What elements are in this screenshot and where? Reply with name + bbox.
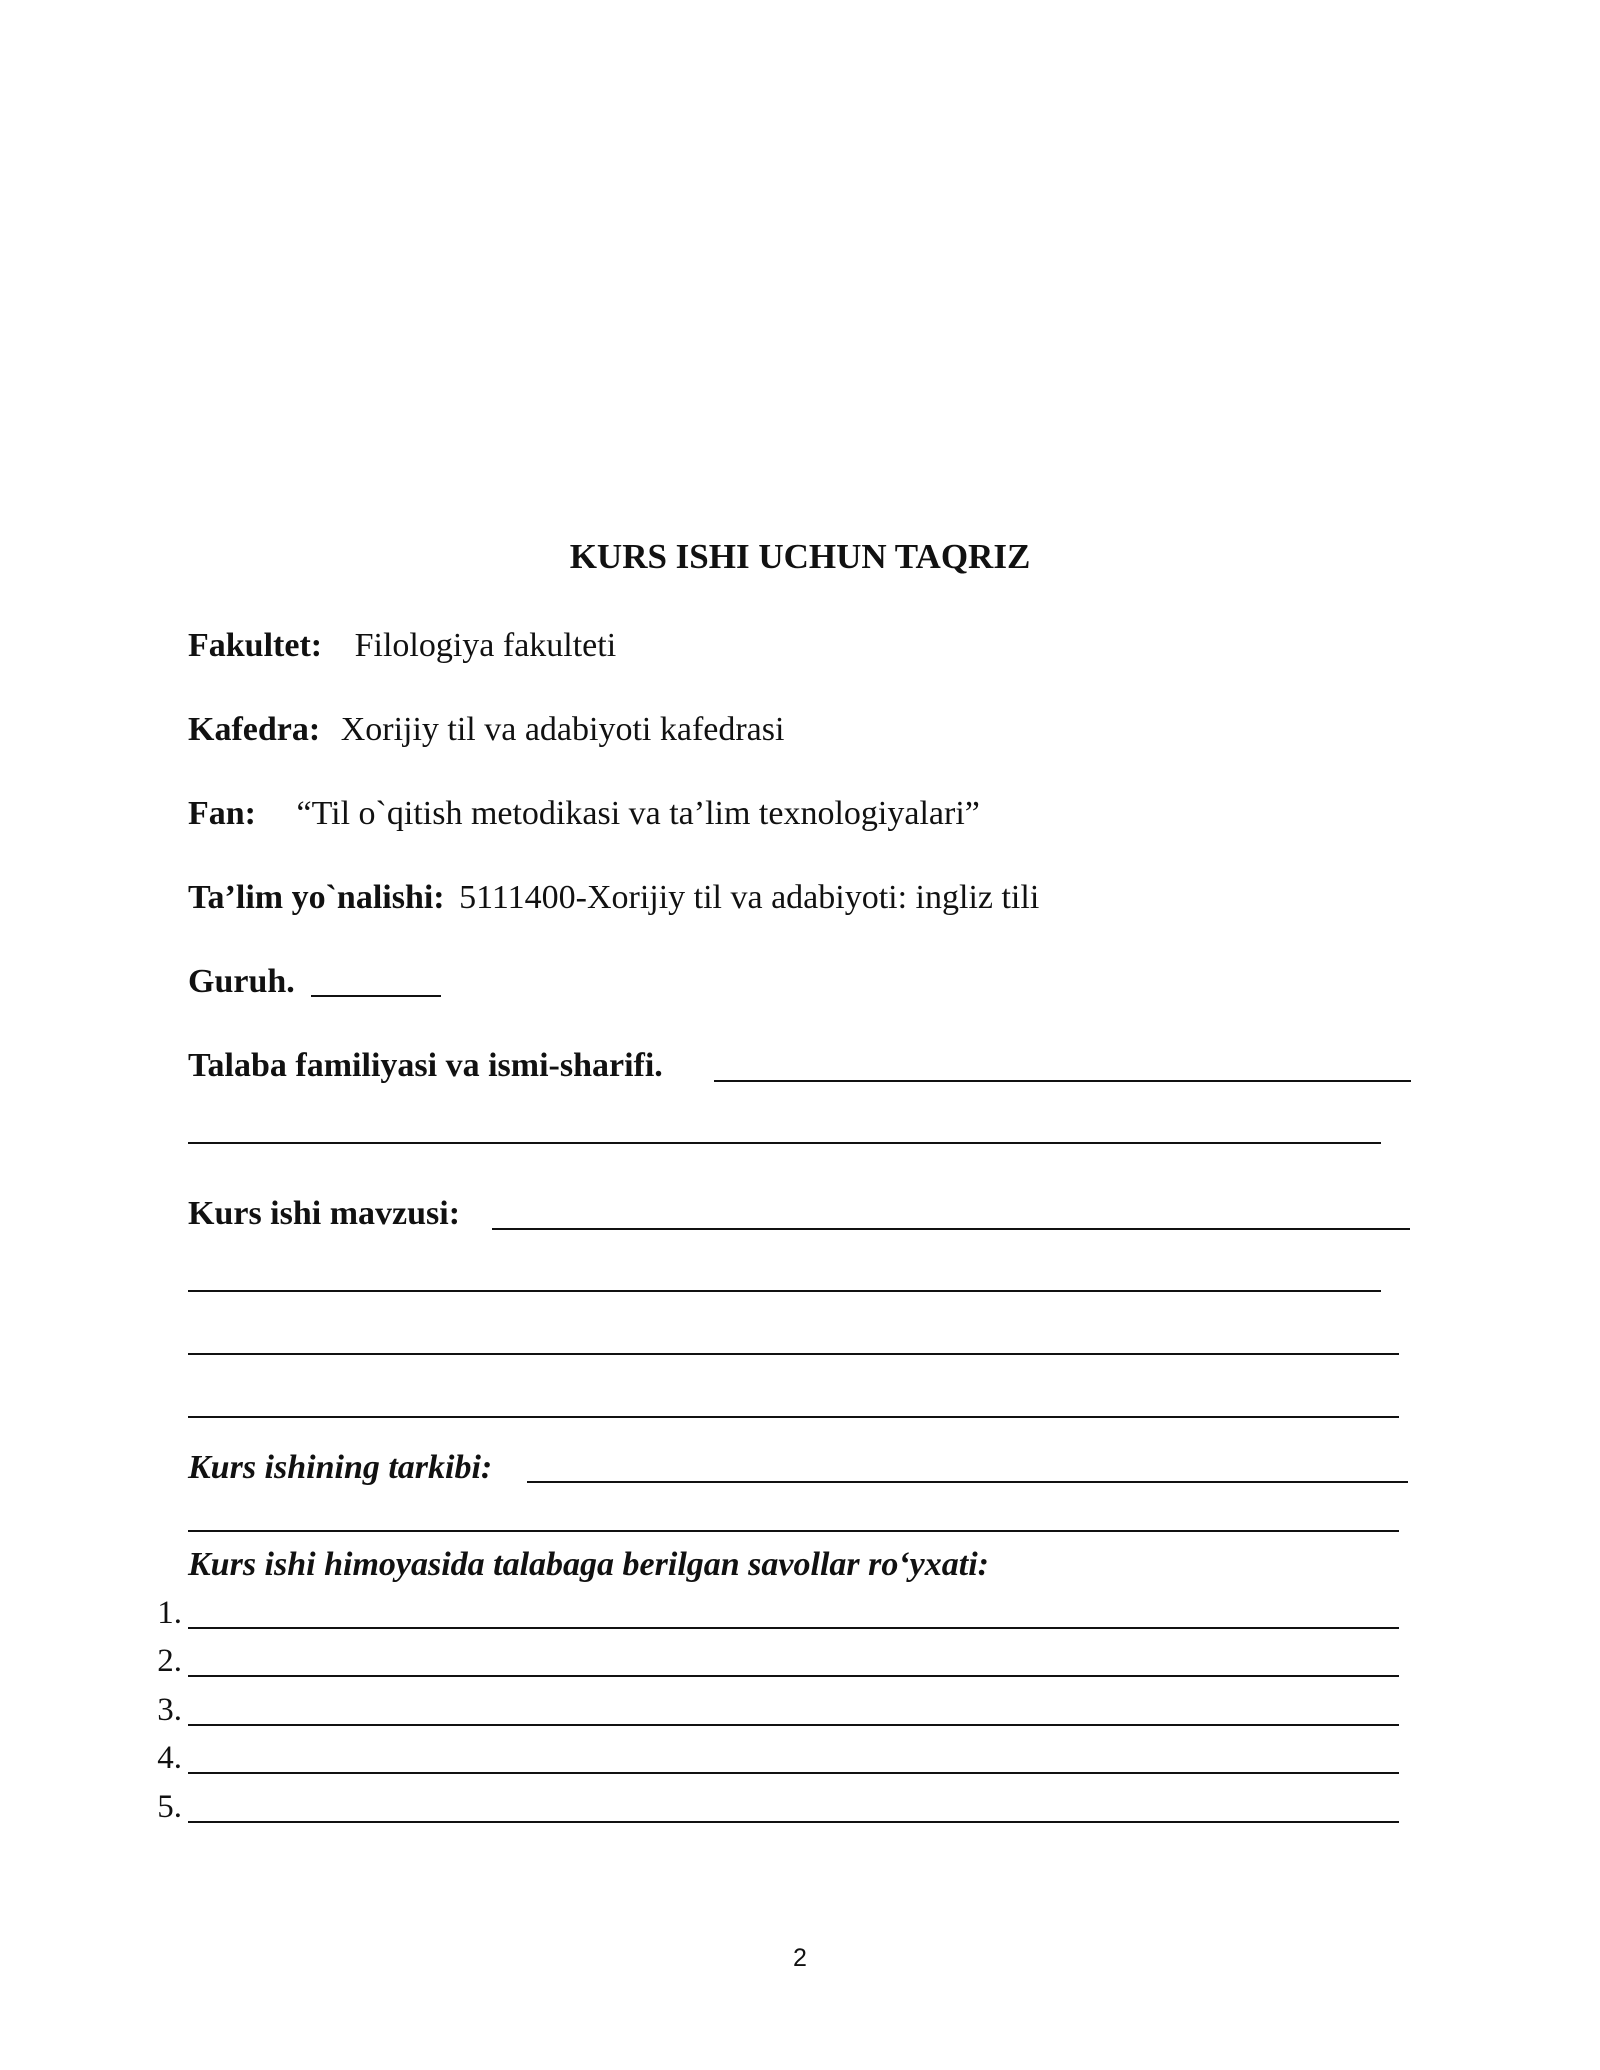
document-title: KURS ISHI UCHUN TAQRIZ [569, 537, 1031, 576]
question-number-2: 2. [157, 1643, 182, 1679]
question-number-4: 4. [157, 1740, 182, 1776]
tarkibi-label: Kurs ishining tarkibi: [188, 1449, 493, 1486]
question-number-5: 5. [157, 1789, 182, 1825]
kafedra-row [188, 710, 1408, 750]
talim-row [188, 878, 1408, 918]
talim-label: Ta’lim yo`nalishi: [188, 879, 445, 916]
talaba-label: Talaba familiyasi va ismi-sharifi. [188, 1047, 663, 1084]
question-3-blank-line[interactable] [188, 1724, 1399, 1726]
guruh-blank-line[interactable] [311, 995, 441, 997]
fan-row [188, 794, 1408, 834]
tarkibi-blank-line[interactable] [527, 1481, 1408, 1483]
questions-heading-row [188, 1545, 1408, 1585]
page-number: 2 [793, 1944, 807, 1972]
fan-label: Fan: [188, 795, 256, 832]
mavzu-label: Kurs ishi mavzusi: [188, 1195, 461, 1232]
tarkibi-blank-line-2[interactable] [188, 1530, 1399, 1532]
fakultet-label: Fakultet: [188, 627, 323, 664]
mavzu-blank-line-4[interactable] [188, 1416, 1399, 1418]
talim-value: 5111400-Xorijiy til va adabiyoti: ingliz tili [459, 879, 1040, 916]
question-1-blank-line[interactable] [188, 1627, 1399, 1629]
guruh-label: Guruh. [188, 963, 295, 1000]
question-number-3: 3. [157, 1692, 182, 1728]
kafedra-label: Kafedra: [188, 711, 321, 748]
question-number-1: 1. [157, 1595, 182, 1631]
question-5-blank-line[interactable] [188, 1821, 1399, 1823]
fakultet-row [188, 626, 1408, 666]
talaba-blank-line[interactable] [714, 1080, 1411, 1082]
fakultet-value: Filologiya fakulteti [354, 627, 617, 664]
kafedra-value: Xorijiy til va adabiyoti kafedrasi [340, 711, 785, 748]
mavzu-blank-line-3[interactable] [188, 1353, 1399, 1355]
question-4-blank-line[interactable] [188, 1772, 1399, 1774]
questions-heading: Kurs ishi himoyasida talabaga berilgan savollar ro‘yxati: [188, 1546, 989, 1583]
fan-value: “Til o`qitish metodikasi va ta’lim texnologiyalari” [296, 795, 980, 832]
talaba-blank-line-2[interactable] [188, 1142, 1381, 1144]
mavzu-blank-line-2[interactable] [188, 1290, 1381, 1292]
question-2-blank-line[interactable] [188, 1675, 1399, 1677]
mavzu-blank-line[interactable] [492, 1228, 1410, 1230]
